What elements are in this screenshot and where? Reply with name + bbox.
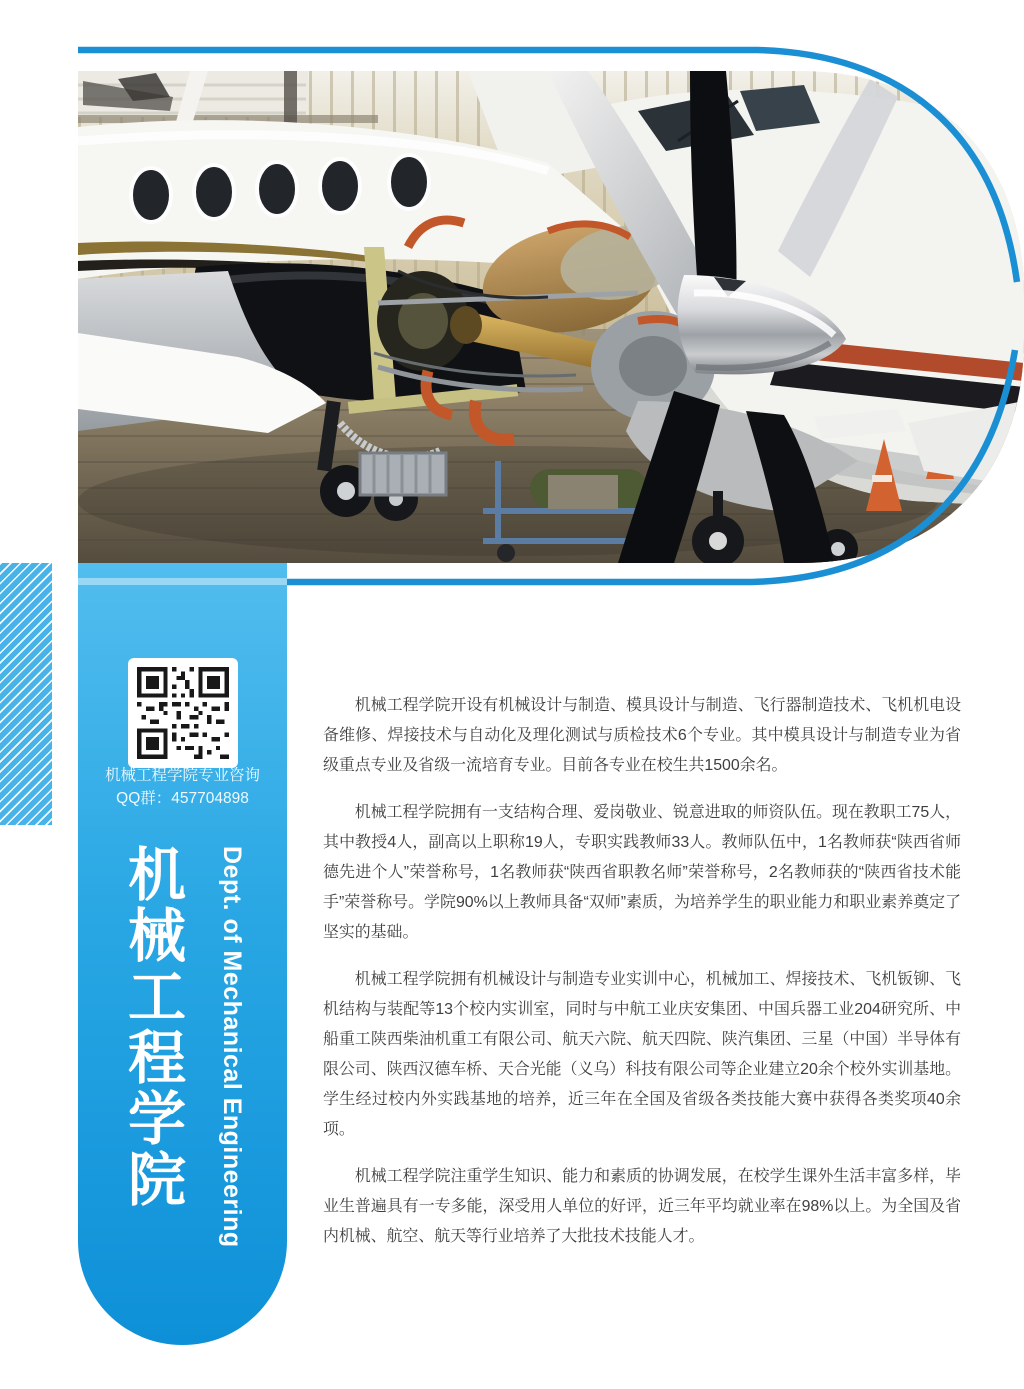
department-title-chinese: 机械工程学院: [119, 844, 184, 1210]
department-introduction: [323, 691, 961, 1269]
qr-code-pattern: [137, 667, 229, 759]
paragraph-majors: 机械工程学院开设有机械设计与制造、模具设计与制造、飞行器制造技术、飞机机电设备维修、焊接技术与自动化及理化测试与质检技术6个专业。其中模具设计与制造专业为省级重点专业及省级一流培育专业。目前各专业在校生共1500余名。: [323, 697, 961, 774]
department-title-english: Dept. of Mechanical Engineering: [218, 846, 246, 1248]
qr-caption: [78, 764, 287, 810]
paragraph-faculty: 机械工程学院拥有一支结构合理、爱岗敬业、锐意进取的师资队伍。现在教职工75人，其中教授4人，副高以上职称19人，专职实践教师33人。教师队伍中，1名教师获“陕西省师德先进个人”荣誉称号，1名教师获“陕西省职教名师”荣誉称号，2名教师获的“陕西省技术能手”荣誉称号。学院90%以上教师具备“双师”素质，为培养学生的职业能力和职业素养奠定了坚实的基础。: [323, 804, 961, 941]
paragraph-training-bases: 机械工程学院拥有机械设计与制造专业实训中心，机械加工、焊接技术、飞机钣铆、飞机结构与装配等13个校内实训室，同时与中航工业庆安集团、中国兵器工业204研究所、中船重工陕西柴油机重工有限公司、航天六院、航天四院、陕汽集团、三星（中国）半导体有限公司、陕西汉德车桥、天合光能（义乌）科技有限公司等企业建立20余个校外实训基地。学生经过校内外实践基地的培养，近三年在全国及省级各类技能大赛中获得各类奖项40余项。: [323, 971, 961, 1138]
qr-caption-line2: QQ群：457704898: [116, 790, 249, 807]
banner-line-overlay: [78, 578, 287, 585]
diagonal-stripe-decoration: [0, 563, 52, 825]
paragraph-student-development: 机械工程学院注重学生知识、能力和素质的协调发展，在校学生课外生活丰富多样，毕业生普遍具有一专多能，深受用人单位的好评，近三年平均就业率在98%以上。为全国及省内机械、航空、航天等行业培养了大批技术技能人才。: [323, 1168, 961, 1245]
qr-caption-line1: 机械工程学院专业咨询: [104, 767, 260, 784]
department-banner: [78, 563, 287, 1345]
hero-photo-and-accent-lines: [0, 0, 1024, 640]
aircraft-maintenance-photo: [78, 71, 1024, 569]
qr-code: [128, 658, 238, 768]
